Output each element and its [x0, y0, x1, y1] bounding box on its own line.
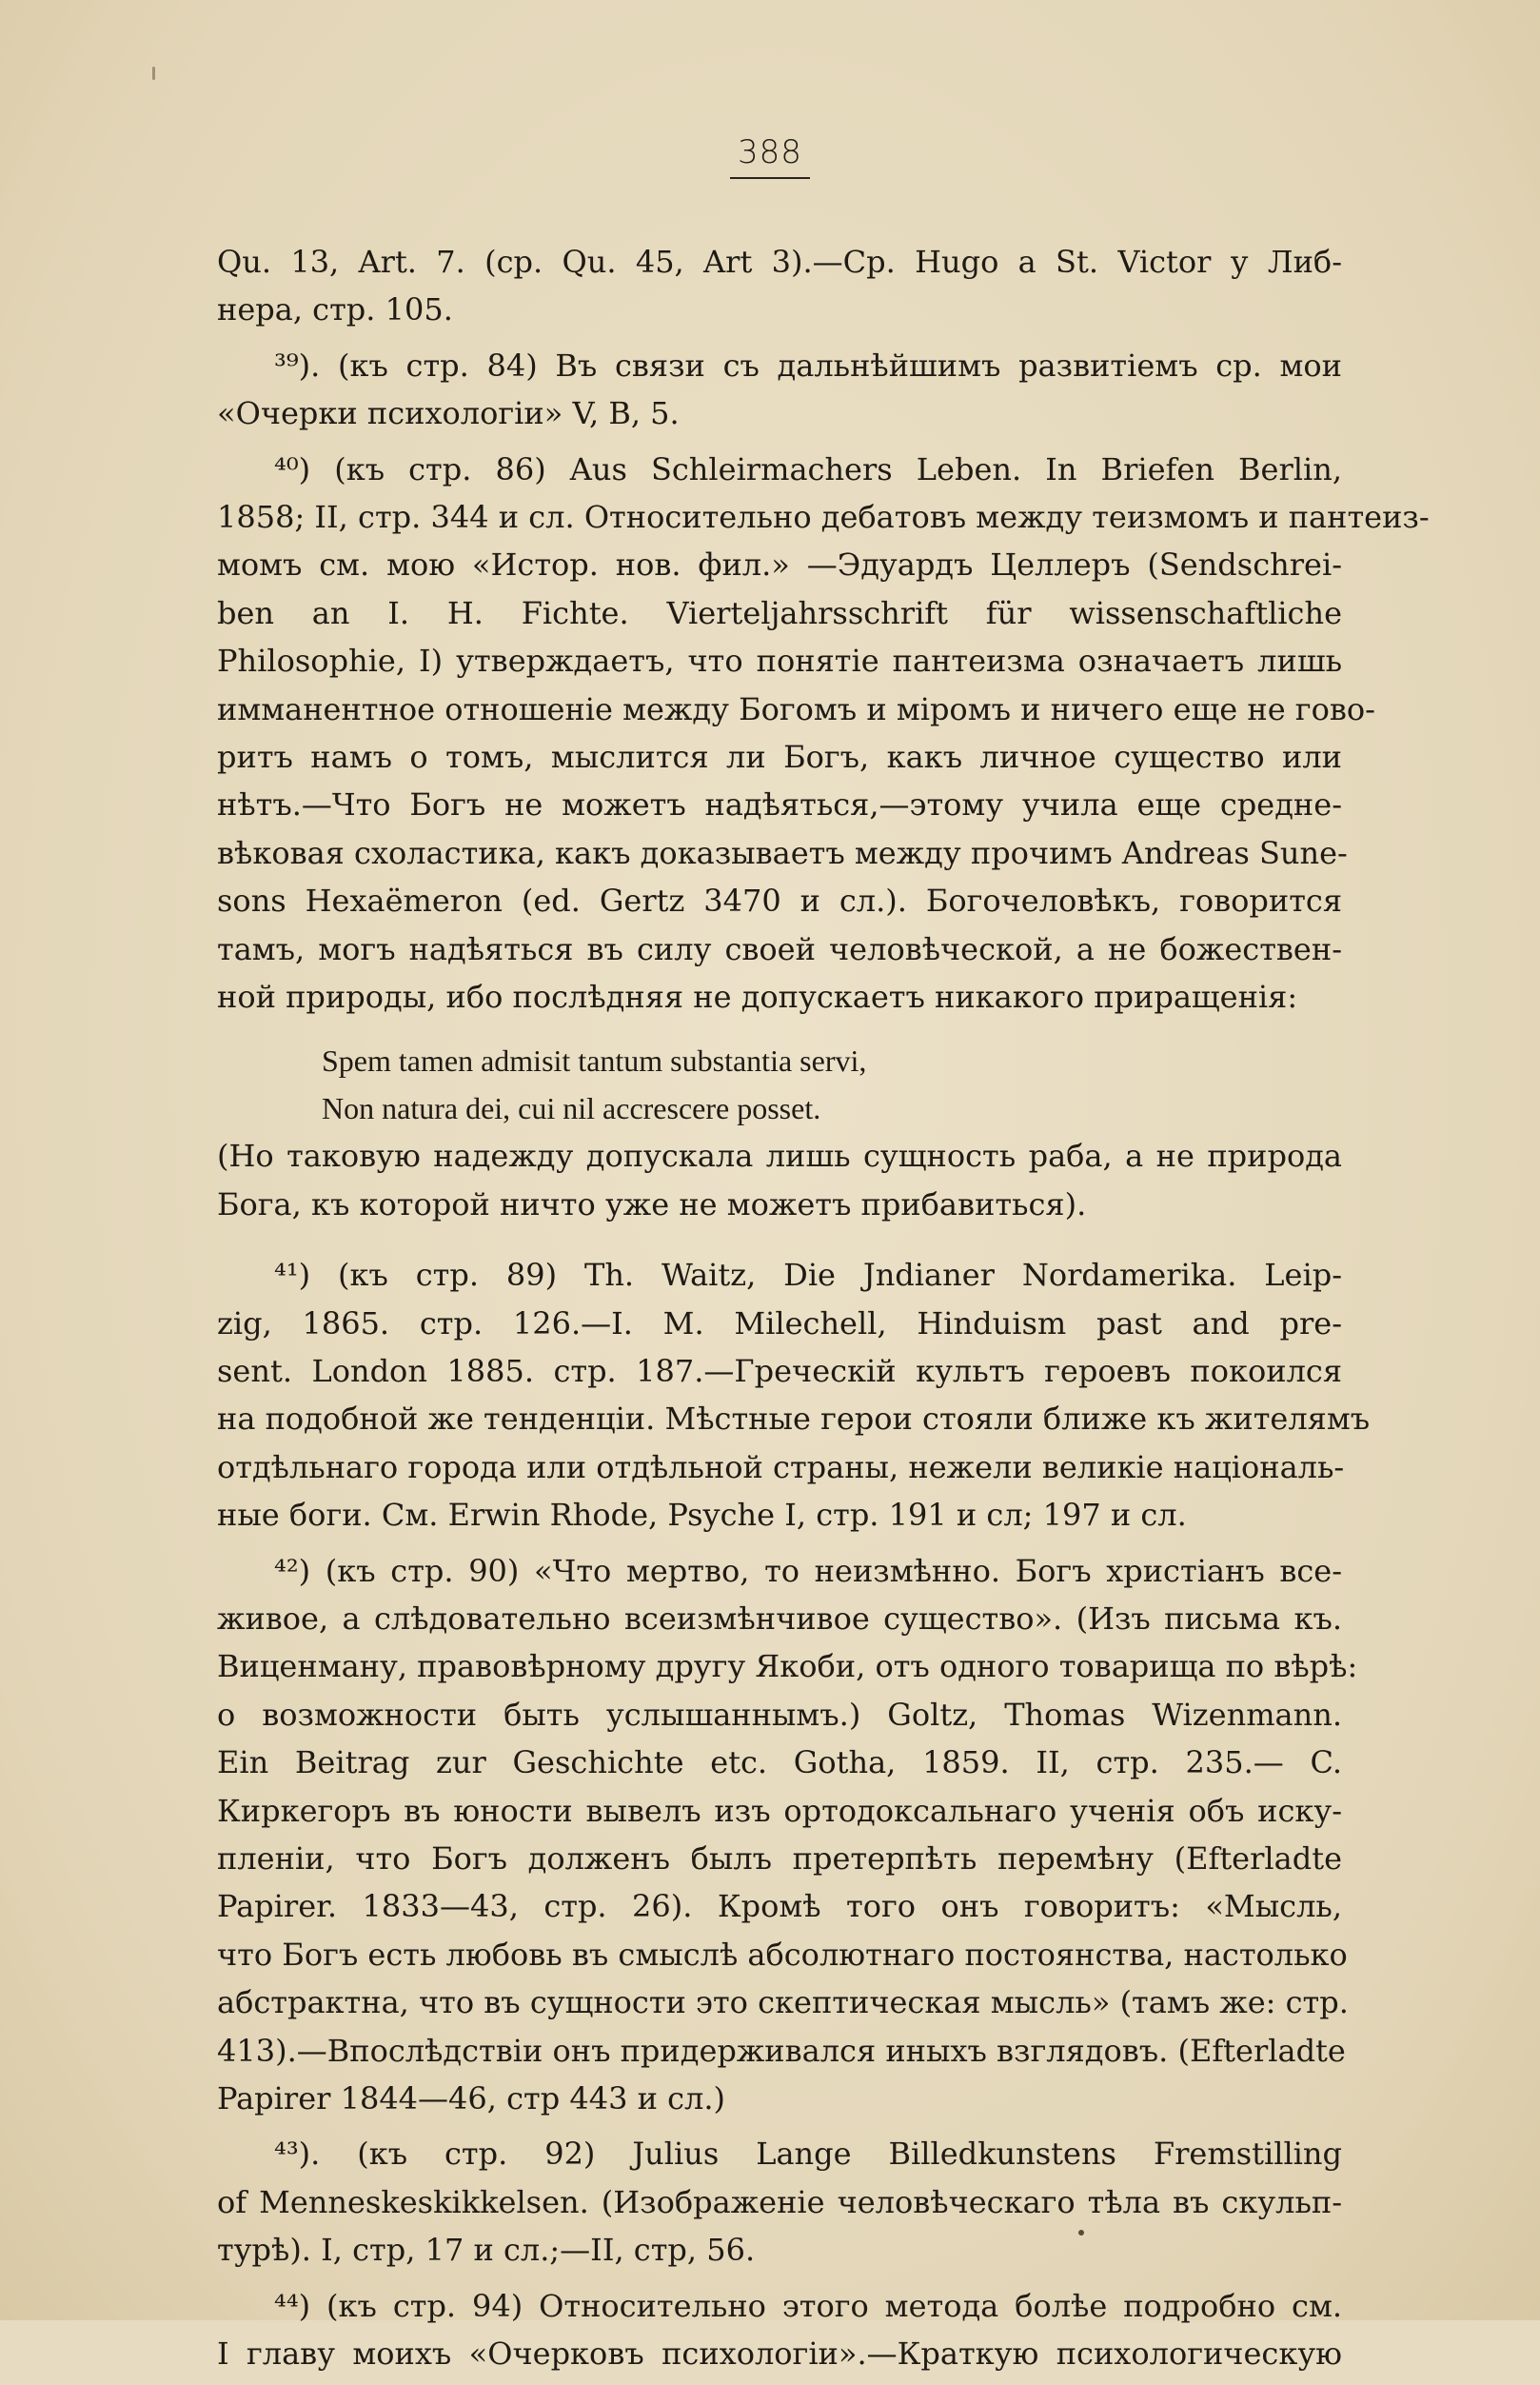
text-line: 1858; II, стр. 344 и сл. Относительно дебатовъ между теизмомъ и пантеиз-: [217, 499, 1430, 536]
text-line: что Богъ есть любовь въ смыслѣ абсолютнаго постоянства, настолько: [217, 1936, 1348, 1973]
text-line: Papirer 1844—46, стр 443 и сл.): [217, 2080, 726, 2117]
text-line: Киркегоръ въ юности вывелъ изъ ортодоксальнаго ученія объ иску-: [217, 1792, 1342, 1829]
text-line: ben an I. H. Fichte. Vierteljahrsschrift für wissenschaftliche: [217, 594, 1342, 631]
text-line: тамъ, могъ надѣяться въ силу своей человѣческой, а не божествен-: [217, 930, 1342, 967]
text-line: о возможности быть услышаннымъ.) Goltz, Thomas Wizenmann.: [217, 1696, 1342, 1733]
text-line: of Menneskeskikkelsen. (Изображеніе человѣческаго тѣла въ скульп-: [217, 2183, 1342, 2220]
text-line: ⁴²) (къ стр. 90) «Что мертво, то неизмѣнно. Богъ христіанъ все-: [274, 1552, 1342, 1589]
text-line: Philosophie, I) утверждаетъ, что понятіе пантеизма означаетъ лишь: [217, 643, 1342, 680]
latin-verse-line: Non natura dei, cui nil accrescere posset.: [322, 1090, 821, 1125]
text-line: абстрактна, что въ сущности это скептическая мысль» (тамъ же: стр.: [217, 1984, 1349, 2021]
footnote-38-continued: [217, 238, 1342, 334]
text-line: 413).—Впослѣдствіи онъ придерживался иныхъ взглядовъ. (Efterladte: [217, 2032, 1346, 2069]
text-line: ³⁹). (къ стр. 84) Въ связи съ дальнѣйшимъ развитіемъ ср. мои: [274, 347, 1342, 384]
text-line: момъ см. мою «Истор. нов. фил.» —Эдуардъ Целлеръ (Sendschrei-: [217, 547, 1342, 584]
footnote-39: [217, 342, 1342, 438]
text-line: ⁴⁴) (къ стр. 94) Относительно этого метода болѣе подробно см.: [274, 2287, 1342, 2324]
text-line: нѣтъ.—Что Богъ не можетъ надѣяться,—этому учила еще средне-: [217, 786, 1342, 824]
footnote-43: [217, 2130, 1342, 2274]
text-line: живое, а слѣдовательно всеизмѣнчивое существо». (Изъ письма къ.: [217, 1600, 1342, 1637]
page-body: [217, 238, 1430, 2385]
text-line: ⁴¹) (къ стр. 89) Th. Waitz, Die Jndianer Nordamerika. Leip-: [274, 1257, 1342, 1294]
footnote-44: [217, 2282, 1342, 2378]
text-line: ной природы, ибо послѣдняя не допускаетъ никакого приращенія:: [217, 979, 1298, 1016]
text-line: (Но таковую надежду допускала лишь сущность раба, а не природа: [217, 1138, 1342, 1175]
text-line: ные боги. См. Erwin Rhode, Psyche I, стр. 191 и сл; 197 и сл.: [217, 1497, 1187, 1534]
text-line: «Очерки психологіи» V, В, 5.: [217, 395, 680, 432]
footnote-42: [217, 1547, 1358, 2123]
text-line: отдѣльнаго города или отдѣльной страны, нежели великіе національ-: [217, 1448, 1345, 1485]
text-line: Ein Beitrag zur Geschichte etc. Gotha, 1859. II, стр. 235.— C.: [217, 1744, 1342, 1781]
text-line: турѣ). I, стр, 17 и сл.;—II, стр, 56.: [217, 2232, 756, 2269]
text-line: zig, 1865. стр. 126.—I. M. Milechell, Hinduism past and pre-: [217, 1304, 1342, 1342]
text-line: sent. London 1885. стр. 187.—Греческій культъ героевъ покоился: [217, 1352, 1342, 1389]
footnote-40: [217, 446, 1430, 1229]
text-line: ⁴⁰) (къ стр. 86) Aus Schleirmachers Leben. In Briefen Berlin,: [274, 450, 1342, 487]
paper-mark: [152, 67, 155, 80]
page-number: 388: [730, 133, 810, 179]
text-line: Papirer. 1833—43, стр. 26). Кромѣ того онъ говоритъ: «Мысль,: [217, 1888, 1342, 1925]
text-line: имманентное отношеніе между Богомъ и міромъ и ничего еще не гово-: [217, 690, 1375, 727]
text-line: Виценману, правовѣрному другу Якоби, отъ одного товарища по вѣрѣ:: [217, 1648, 1358, 1685]
text-line: ⁴³). (къ стр. 92) Julius Lange Billedkunstens Fremstilling: [274, 2136, 1342, 2173]
text-line: ритъ намъ о томъ, мыслится ли Богъ, какъ личное существо или: [217, 739, 1342, 776]
paper-speck: [1078, 2230, 1084, 2236]
text-line: Бога, къ которой ничто уже не можетъ прибавиться).: [217, 1185, 1087, 1222]
text-line: Qu. 13, Art. 7. (ср. Qu. 45, Art 3).—Ср. Hugo a St. Victor у Либ-: [217, 244, 1342, 280]
text-line: вѣковая схоластика, какъ доказываетъ между прочимъ Andreas Sune-: [217, 834, 1348, 871]
page-header: [0, 133, 1540, 179]
text-line: sons Hexaëmeron (ed. Gertz 3470 и сл.). Богочеловѣкъ, говорится: [217, 883, 1342, 920]
text-line: I главу моихъ «Очерковъ психологіи».—Краткую психологическую: [217, 2335, 1342, 2373]
footnote-41: [217, 1251, 1371, 1539]
latin-verse-line: Spem tamen admisit tantum substantia servi,: [322, 1043, 867, 1078]
text-line: на подобной же тенденціи. Мѣстные герои стояли ближе къ жителямъ: [217, 1401, 1371, 1438]
text-line: нера, стр. 105.: [217, 291, 453, 328]
text-line: пленіи, что Богъ долженъ былъ претерпѣть перемѣну (Efterladte: [217, 1840, 1342, 1877]
